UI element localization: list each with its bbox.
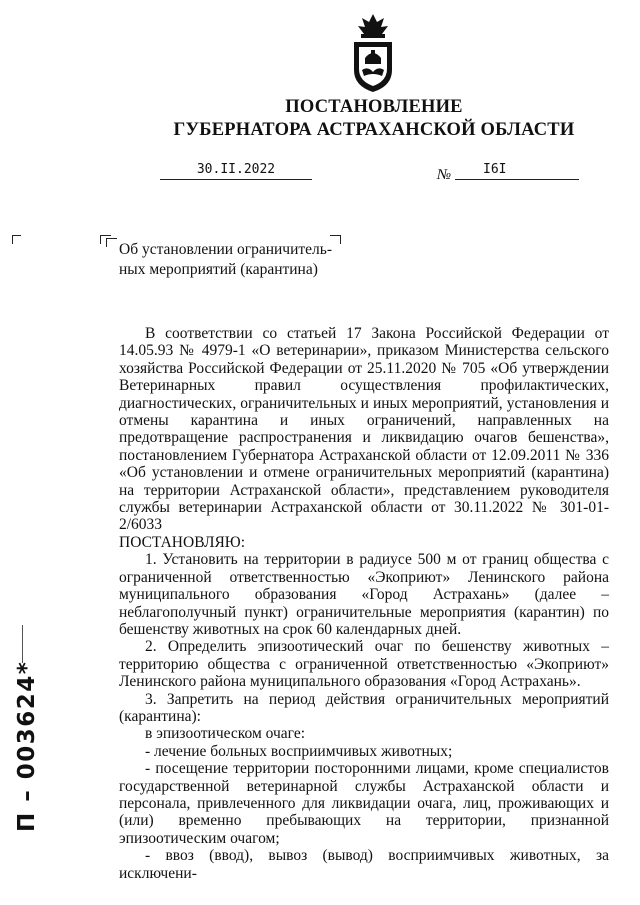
item-1: 1. Установить на территории в радиусе 500 м от границ общества с ограниченной ответственностью «Экоприют» Ленинского района муниципального образования «Город Астрахань» (далее – неблагополучный пункт) ограничительные мероприятия (карантин) по бешенству животных на срок 60 календарных дней. <box>119 551 609 638</box>
item-2: 2. Определить эпизоотический очаг по бешенству животных – территорию общества с ограниченной ответственностью «Экоприют» Ленинского района муниципального образования «Город Астрахань». <box>119 638 609 691</box>
subject-line1: Об установлении ограничитель- <box>119 241 332 258</box>
bullet-import-export: - ввоз (ввод), вывоз (вывод) восприимчивых животных, за исключени- <box>119 847 609 882</box>
coat-of-arms-emblem <box>348 12 398 94</box>
margin-serial-number: П – 003624* <box>14 660 40 832</box>
document-title-line2: ГУБЕРНАТОРА АСТРАХАНСКОЙ ОБЛАСТИ <box>173 120 575 140</box>
document-body <box>119 325 609 882</box>
decree-word: ПОСТАНОВЛЯЮ: <box>119 533 246 551</box>
subject-block <box>119 240 332 280</box>
bullet-visits: - посещение территории посторонними лицами, кроме специалистов государственной ветеринарной службы Астраханской области и персонала, привлеченного для ликвидации очага, лиц, проживающих и (или) временно пребывающих на территории, признанной эпизоотическим очагом; <box>119 760 609 847</box>
focus-heading: в эпизоотическом очаге: <box>145 725 306 743</box>
number-sign: № <box>437 167 452 183</box>
document-title-line1: ПОСТАНОВЛЕНИЕ <box>285 97 463 117</box>
subject-line2: ных мероприятий (карантина) <box>119 261 318 278</box>
corner-mark-subject-left-inner <box>106 238 117 247</box>
margin-tick-line <box>22 625 23 663</box>
item-3: 3. Запретить на период действия ограничительных мероприятий (карантина): <box>119 690 609 725</box>
preamble-paragraph: В соответствии со статьей 17 Закона Российской Федерации от 14.05.93 № 4979-1 «О ветеринарии», приказом Министерства сельского хозяйства Российской Федерации от 25.11.2020 № 705 «Об утверждении Ветеринарных правил осуществления профилактических, диагностических, ограничительных и иных мероприятий, установления и отмены карантина и иных ограничений, направленных на предотвращение распространения и ликвидацию очагов бешенства», постановлением Губернатора Астраханской области от 12.09.2011 № 336 «Об установлении и отмене ограничительных мероприятий (карантина) на территории Астраханской области», представлением руководителя службы ветеринарии Астраханской области от 30.11.2022 № 301-01-2/6033 <box>119 325 609 534</box>
bullet-treatment: - лечение больных восприимчивых животных; <box>145 742 453 760</box>
document-number: I6I <box>455 162 579 180</box>
document-date: 30.II.2022 <box>160 162 312 180</box>
corner-mark-left <box>12 235 21 244</box>
